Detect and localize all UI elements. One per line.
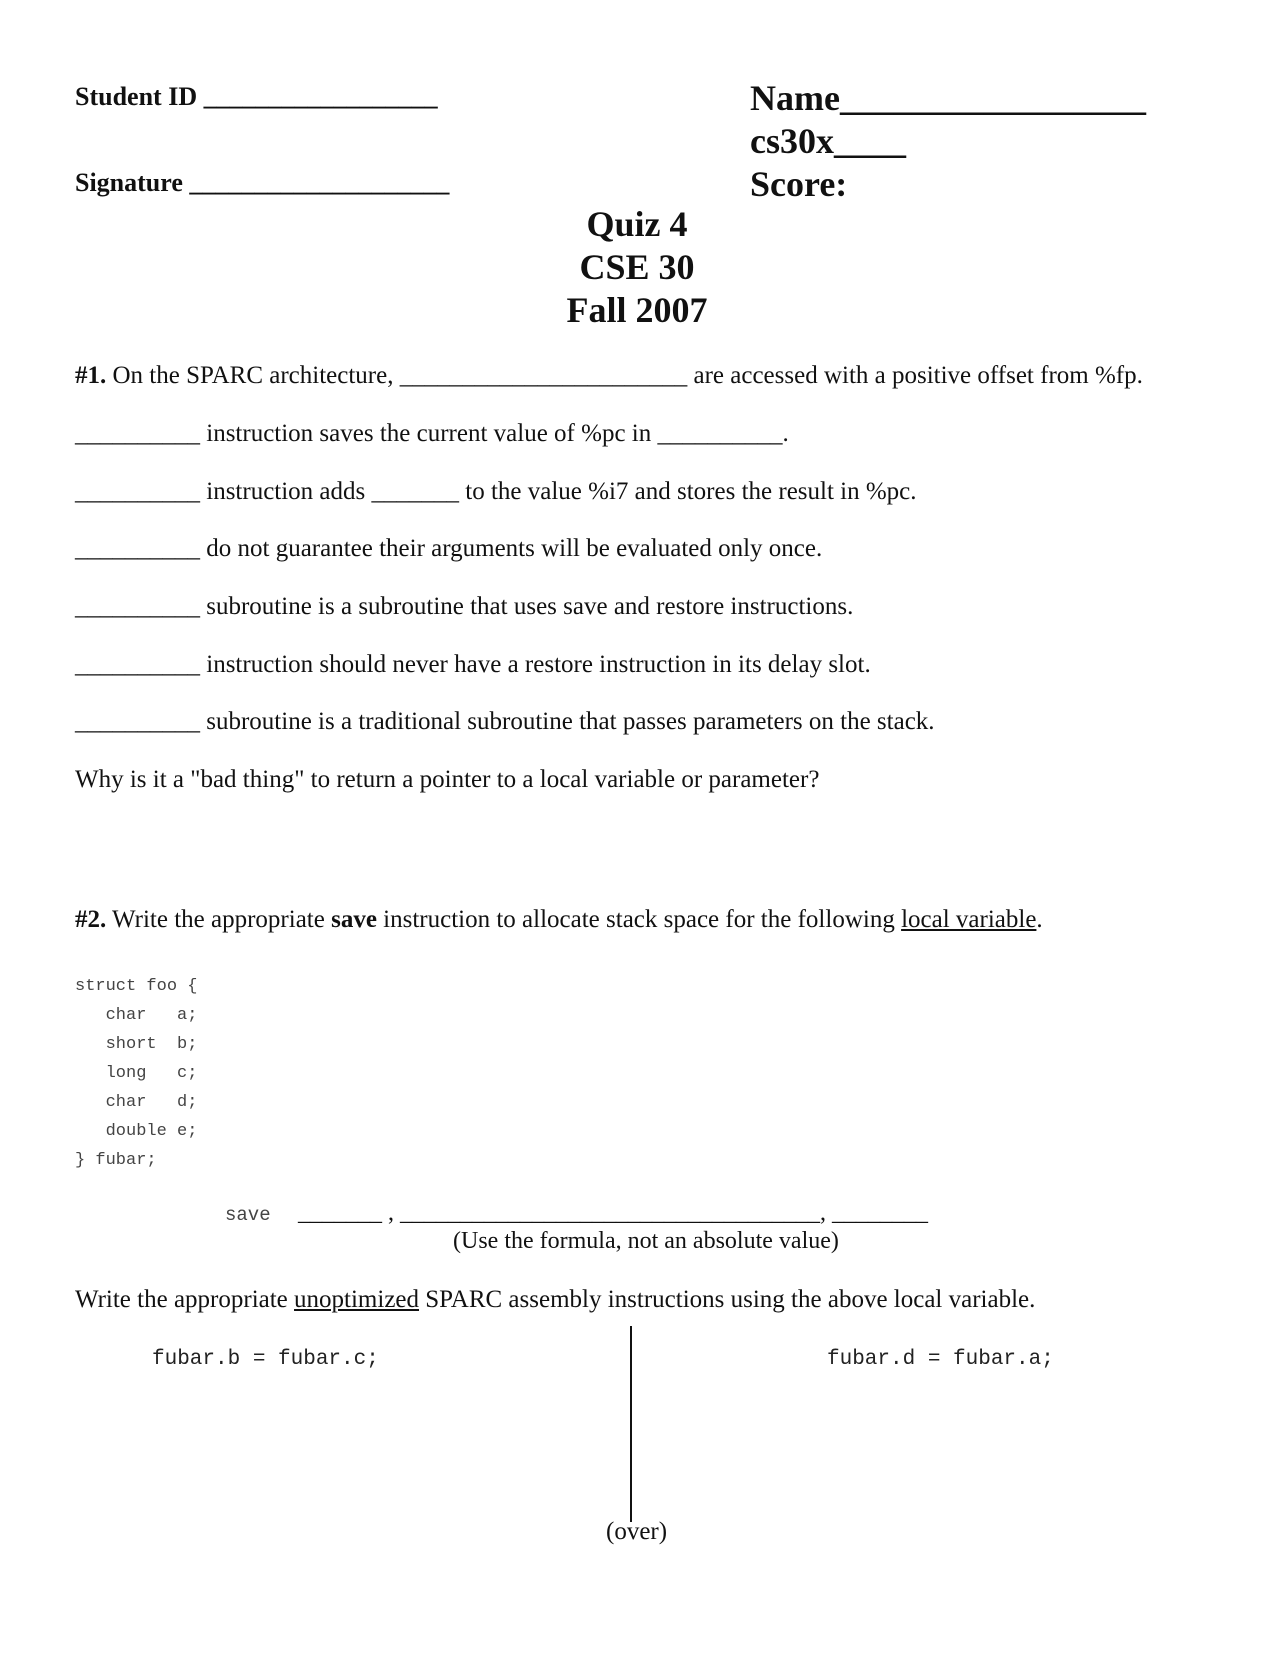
formula-note: (Use the formula, not an absolute value) <box>453 1228 839 1254</box>
title-course: CSE 30 <box>579 247 695 287</box>
q1-line-1-text: On the SPARC architecture, _______________________ are accessed with a positive offset from %fp. <box>106 362 1143 389</box>
q1-number: #1. <box>75 362 107 389</box>
q2-instruction <box>75 1286 1035 1314</box>
struct-code-block <box>75 972 197 1175</box>
title-quiz: Quiz 4 <box>586 204 688 244</box>
code-line: char a; <box>75 1006 198 1025</box>
code-line: } fubar; <box>75 1151 157 1170</box>
left-expression: fubar.b = fubar.c; <box>152 1348 379 1371</box>
right-expression: fubar.d = fubar.a; <box>827 1348 1054 1371</box>
q2-prompt <box>75 906 1043 934</box>
student-id-field: Student ID __________________ <box>75 82 438 111</box>
code-line: long c; <box>75 1064 198 1083</box>
code-line: double e; <box>75 1122 198 1141</box>
q2-save-keyword: save <box>331 906 377 933</box>
page-footer-over: (over) <box>606 1518 668 1545</box>
q1-line-1 <box>75 362 1143 390</box>
q1-line-2: __________ instruction saves the current value of %pc in __________. <box>75 420 789 447</box>
q1-question: Why is it a "bad thing" to return a pointer to a local variable or parameter? <box>75 766 820 793</box>
save-blanks: _______ , ___________________________________, ________ <box>298 1200 928 1226</box>
instr-unoptimized: unoptimized <box>294 1286 420 1313</box>
q2-text-c: . <box>1036 906 1043 933</box>
save-keyword: save <box>225 1204 271 1226</box>
name-field: Name_________________ <box>750 78 1146 118</box>
signature-field: Signature ____________________ <box>75 168 450 197</box>
q1-line-3: __________ instruction adds _______ to the value %i7 and stores the result in %pc. <box>75 478 917 505</box>
section-field: cs30x____ <box>750 121 906 161</box>
code-line: struct foo { <box>75 977 198 996</box>
code-line: char d; <box>75 1093 198 1112</box>
q1-line-7: __________ subroutine is a traditional subroutine that passes parameters on the stack. <box>75 708 935 735</box>
code-line: short b; <box>75 1035 198 1054</box>
instr-text-b: SPARC assembly instructions using the above local variable. <box>419 1286 1036 1313</box>
answer-divider <box>630 1326 632 1522</box>
q1-line-6: __________ instruction should never have a restore instruction in its delay slot. <box>75 651 871 678</box>
instr-text-a: Write the appropriate <box>75 1286 295 1313</box>
q2-text-b: instruction to allocate stack space for the following <box>376 906 902 933</box>
page-title <box>0 203 1280 332</box>
score-field: Score: <box>750 164 848 204</box>
q2-text-a: Write the appropriate <box>106 906 332 933</box>
q1-line-5: __________ subroutine is a subroutine that uses save and restore instructions. <box>75 593 854 620</box>
q2-number: #2. <box>75 906 107 933</box>
title-term: Fall 2007 <box>566 290 708 330</box>
q2-local-variable: local variable <box>901 906 1037 933</box>
q1-line-4: __________ do not guarantee their arguments will be evaluated only once. <box>75 535 823 562</box>
